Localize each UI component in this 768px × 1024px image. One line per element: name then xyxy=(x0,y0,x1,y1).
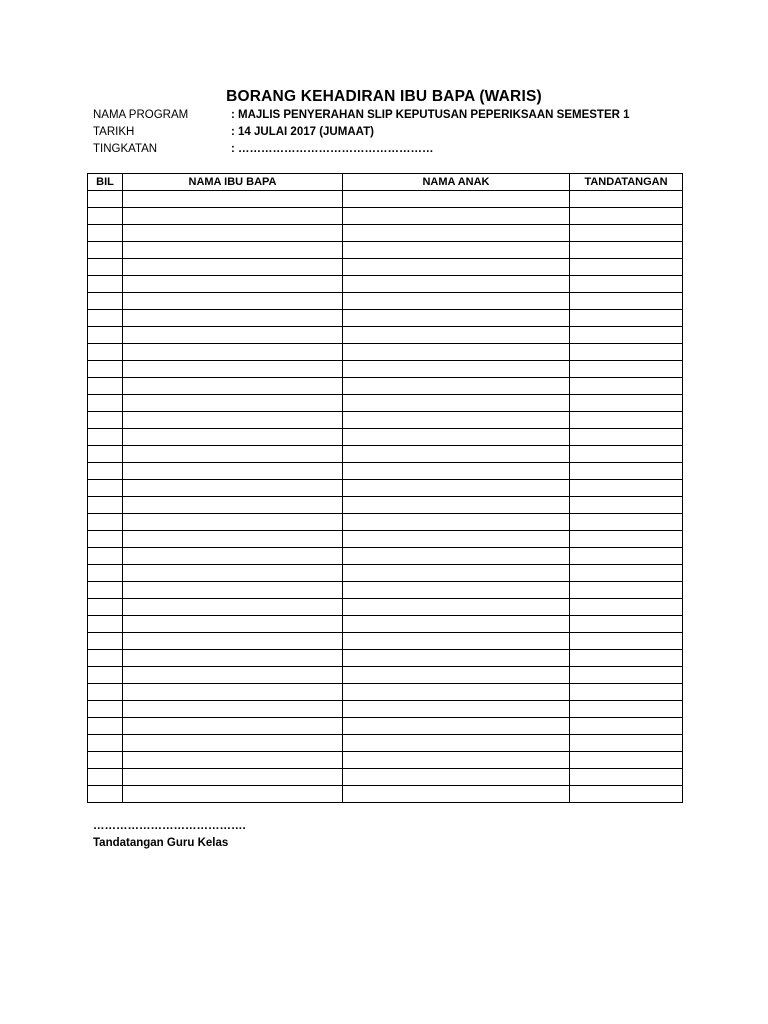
cell-child-name xyxy=(343,565,570,582)
info-value-program: : MAJLIS PENYERAHAN SLIP KEPUTUSAN PEPERIKSAAN SEMESTER 1 xyxy=(231,109,630,121)
attendance-table xyxy=(87,173,683,803)
cell-parent-name xyxy=(123,276,343,293)
cell-child-name xyxy=(343,361,570,378)
cell-child-name xyxy=(343,514,570,531)
cell-child-name xyxy=(343,378,570,395)
cell-child-name xyxy=(343,599,570,616)
info-row-program xyxy=(93,107,693,124)
form-title: BORANG KEHADIRAN IBU BAPA (WARIS) xyxy=(226,88,542,105)
table-body xyxy=(88,191,683,803)
cell-signature xyxy=(570,327,683,344)
cell-signature xyxy=(570,599,683,616)
cell-child-name xyxy=(343,616,570,633)
cell-parent-name xyxy=(123,565,343,582)
cell-parent-name xyxy=(123,463,343,480)
table-row xyxy=(88,633,683,650)
cell-child-name xyxy=(343,769,570,786)
cell-child-name xyxy=(343,429,570,446)
cell-child-name xyxy=(343,480,570,497)
cell-parent-name xyxy=(123,752,343,769)
cell-child-name xyxy=(343,395,570,412)
table-row xyxy=(88,718,683,735)
table-row xyxy=(88,769,683,786)
table-row xyxy=(88,242,683,259)
table-row xyxy=(88,650,683,667)
cell-signature xyxy=(570,616,683,633)
header-signature: TANDATANGAN xyxy=(570,174,683,191)
cell-bil xyxy=(88,769,123,786)
cell-child-name xyxy=(343,633,570,650)
table-row xyxy=(88,463,683,480)
cell-signature xyxy=(570,667,683,684)
cell-child-name xyxy=(343,752,570,769)
cell-bil xyxy=(88,225,123,242)
table-row xyxy=(88,735,683,752)
cell-signature xyxy=(570,395,683,412)
cell-child-name xyxy=(343,259,570,276)
cell-child-name xyxy=(343,531,570,548)
cell-child-name xyxy=(343,208,570,225)
cell-child-name xyxy=(343,412,570,429)
cell-bil xyxy=(88,786,123,803)
cell-child-name xyxy=(343,327,570,344)
cell-signature xyxy=(570,582,683,599)
cell-bil xyxy=(88,412,123,429)
cell-bil xyxy=(88,548,123,565)
signature-label: Tandatangan Guru Kelas xyxy=(93,837,229,849)
cell-parent-name xyxy=(123,208,343,225)
cell-child-name xyxy=(343,497,570,514)
cell-child-name xyxy=(343,191,570,208)
cell-child-name xyxy=(343,463,570,480)
cell-signature xyxy=(570,650,683,667)
cell-signature xyxy=(570,361,683,378)
table-row xyxy=(88,259,683,276)
cell-parent-name xyxy=(123,395,343,412)
info-label-level: TINGKATAN xyxy=(93,143,158,155)
cell-parent-name xyxy=(123,327,343,344)
cell-parent-name xyxy=(123,684,343,701)
table-row xyxy=(88,497,683,514)
cell-parent-name xyxy=(123,191,343,208)
cell-child-name xyxy=(343,548,570,565)
table-row xyxy=(88,514,683,531)
cell-child-name xyxy=(343,718,570,735)
cell-child-name xyxy=(343,310,570,327)
cell-parent-name xyxy=(123,701,343,718)
table-row xyxy=(88,225,683,242)
cell-parent-name xyxy=(123,361,343,378)
cell-signature xyxy=(570,735,683,752)
cell-parent-name xyxy=(123,633,343,650)
table-row xyxy=(88,327,683,344)
cell-child-name xyxy=(343,276,570,293)
cell-signature xyxy=(570,565,683,582)
cell-parent-name xyxy=(123,735,343,752)
cell-bil xyxy=(88,497,123,514)
cell-bil xyxy=(88,344,123,361)
cell-parent-name xyxy=(123,497,343,514)
cell-signature xyxy=(570,480,683,497)
table-row xyxy=(88,752,683,769)
header-bil: BIL xyxy=(88,174,123,191)
cell-bil xyxy=(88,667,123,684)
cell-parent-name xyxy=(123,582,343,599)
cell-parent-name xyxy=(123,718,343,735)
table-row xyxy=(88,599,683,616)
cell-bil xyxy=(88,599,123,616)
cell-child-name xyxy=(343,701,570,718)
cell-parent-name xyxy=(123,480,343,497)
cell-child-name xyxy=(343,667,570,684)
cell-bil xyxy=(88,514,123,531)
table-row xyxy=(88,616,683,633)
cell-signature xyxy=(570,293,683,310)
cell-parent-name xyxy=(123,242,343,259)
cell-child-name xyxy=(343,446,570,463)
cell-child-name xyxy=(343,735,570,752)
cell-signature xyxy=(570,497,683,514)
table-row xyxy=(88,429,683,446)
cell-bil xyxy=(88,752,123,769)
cell-parent-name xyxy=(123,599,343,616)
table-row xyxy=(88,684,683,701)
table-row xyxy=(88,667,683,684)
cell-parent-name xyxy=(123,548,343,565)
table-row xyxy=(88,565,683,582)
info-row-level xyxy=(93,141,693,158)
cell-signature xyxy=(570,208,683,225)
cell-bil xyxy=(88,310,123,327)
cell-parent-name xyxy=(123,259,343,276)
cell-parent-name xyxy=(123,667,343,684)
table-row xyxy=(88,701,683,718)
cell-signature xyxy=(570,225,683,242)
table-row xyxy=(88,293,683,310)
cell-signature xyxy=(570,276,683,293)
table-row xyxy=(88,191,683,208)
cell-signature xyxy=(570,684,683,701)
cell-bil xyxy=(88,191,123,208)
table-row xyxy=(88,310,683,327)
cell-bil xyxy=(88,208,123,225)
cell-parent-name xyxy=(123,616,343,633)
cell-child-name xyxy=(343,684,570,701)
cell-bil xyxy=(88,276,123,293)
header-child-name: NAMA ANAK xyxy=(343,174,570,191)
cell-bil xyxy=(88,582,123,599)
cell-bil xyxy=(88,446,123,463)
cell-parent-name xyxy=(123,514,343,531)
cell-bil xyxy=(88,259,123,276)
cell-signature xyxy=(570,548,683,565)
cell-bil xyxy=(88,616,123,633)
cell-signature xyxy=(570,412,683,429)
cell-bil xyxy=(88,463,123,480)
cell-signature xyxy=(570,701,683,718)
cell-signature xyxy=(570,718,683,735)
cell-parent-name xyxy=(123,412,343,429)
table-row xyxy=(88,548,683,565)
cell-bil xyxy=(88,718,123,735)
cell-bil xyxy=(88,327,123,344)
cell-signature xyxy=(570,786,683,803)
cell-bil xyxy=(88,735,123,752)
cell-child-name xyxy=(343,344,570,361)
cell-parent-name xyxy=(123,310,343,327)
cell-signature xyxy=(570,514,683,531)
table-row xyxy=(88,480,683,497)
info-value-level: : …………………………………………… xyxy=(231,143,434,155)
table-row xyxy=(88,361,683,378)
cell-bil xyxy=(88,361,123,378)
cell-signature xyxy=(570,242,683,259)
cell-signature xyxy=(570,310,683,327)
cell-bil xyxy=(88,480,123,497)
cell-parent-name xyxy=(123,531,343,548)
cell-bil xyxy=(88,565,123,582)
cell-bil xyxy=(88,293,123,310)
info-value-date: : 14 JULAI 2017 (JUMAAT) xyxy=(231,126,374,138)
cell-bil xyxy=(88,684,123,701)
cell-parent-name xyxy=(123,293,343,310)
table-row xyxy=(88,446,683,463)
cell-signature xyxy=(570,463,683,480)
cell-bil xyxy=(88,395,123,412)
cell-signature xyxy=(570,378,683,395)
cell-bil xyxy=(88,633,123,650)
cell-parent-name xyxy=(123,225,343,242)
teacher-signature-block xyxy=(93,818,246,852)
cell-signature xyxy=(570,633,683,650)
info-label-program: NAMA PROGRAM xyxy=(93,109,189,121)
signature-line: …………………………………. xyxy=(93,820,246,832)
table-row xyxy=(88,395,683,412)
cell-child-name xyxy=(343,582,570,599)
cell-signature xyxy=(570,191,683,208)
cell-signature xyxy=(570,344,683,361)
cell-bil xyxy=(88,429,123,446)
cell-child-name xyxy=(343,225,570,242)
cell-signature xyxy=(570,429,683,446)
cell-parent-name xyxy=(123,344,343,361)
table-row xyxy=(88,531,683,548)
cell-bil xyxy=(88,531,123,548)
table-row xyxy=(88,276,683,293)
table-row xyxy=(88,378,683,395)
table-row xyxy=(88,412,683,429)
cell-bil xyxy=(88,242,123,259)
table-row xyxy=(88,582,683,599)
info-row-date xyxy=(93,124,693,141)
cell-parent-name xyxy=(123,769,343,786)
cell-signature xyxy=(570,259,683,276)
cell-parent-name xyxy=(123,786,343,803)
cell-bil xyxy=(88,650,123,667)
cell-signature xyxy=(570,752,683,769)
cell-signature xyxy=(570,769,683,786)
cell-child-name xyxy=(343,786,570,803)
cell-bil xyxy=(88,378,123,395)
table-row xyxy=(88,344,683,361)
cell-signature xyxy=(570,446,683,463)
cell-child-name xyxy=(343,293,570,310)
table-row xyxy=(88,786,683,803)
cell-parent-name xyxy=(123,650,343,667)
cell-child-name xyxy=(343,650,570,667)
cell-parent-name xyxy=(123,429,343,446)
cell-child-name xyxy=(343,242,570,259)
table-row xyxy=(88,208,683,225)
info-label-date: TARIKH xyxy=(93,126,135,138)
header-parent-name: NAMA IBU BAPA xyxy=(123,174,343,191)
cell-bil xyxy=(88,701,123,718)
cell-parent-name xyxy=(123,446,343,463)
table-header-row xyxy=(88,174,683,191)
cell-signature xyxy=(570,531,683,548)
cell-parent-name xyxy=(123,378,343,395)
program-info xyxy=(93,107,693,158)
